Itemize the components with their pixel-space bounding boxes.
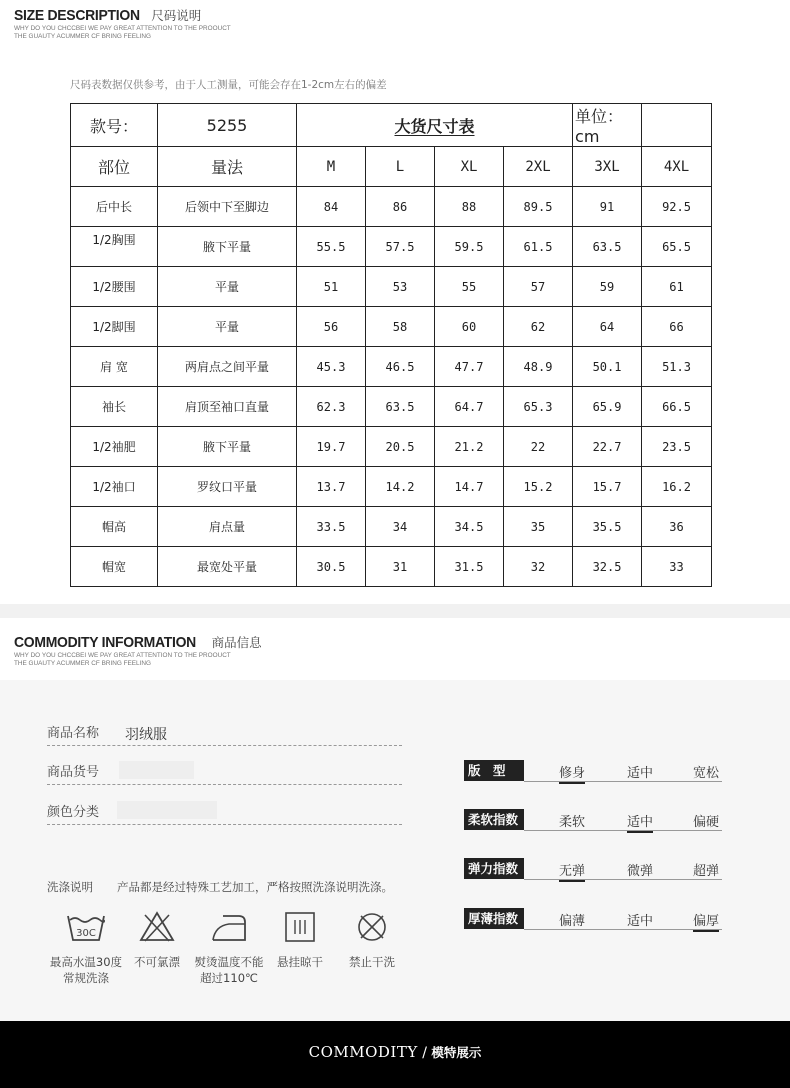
row-value: 22	[504, 427, 573, 467]
attribute-row-color	[47, 795, 402, 825]
size-section-title-en: SIZE DESCRIPTION	[14, 7, 140, 24]
row-value: 32	[504, 547, 573, 587]
scale-row	[464, 809, 722, 831]
row-value: 36	[642, 507, 712, 547]
no-dry-clean-icon	[352, 910, 392, 944]
row-value: 47.7	[435, 347, 504, 387]
unit-label: 单位：cm	[573, 104, 642, 147]
scale-option: 适中	[627, 766, 654, 781]
row-value: 63.5	[366, 387, 435, 427]
row-method: 最宽处平量	[158, 547, 297, 587]
wash-label: 常规洗涤	[63, 971, 109, 985]
redacted-value	[119, 761, 194, 779]
footer-title-cn: 模特展示	[431, 1045, 482, 1060]
row-value: 58	[366, 307, 435, 347]
row-value: 55	[435, 267, 504, 307]
commodity-section-title-en: COMMODITY INFORMATION	[14, 634, 196, 651]
size-section-title-cn: 尺码说明	[151, 8, 202, 23]
table-row	[71, 227, 712, 267]
hang-dry-icon	[280, 910, 320, 944]
row-value: 20.5	[366, 427, 435, 467]
row-value: 50.1	[573, 347, 642, 387]
row-part: 后中长	[71, 187, 158, 227]
scale-label: 版 型	[464, 760, 524, 781]
scale-row	[464, 760, 722, 782]
wash-description: 产品都是经过特殊工艺加工，严格按照洗涤说明洗涤。	[117, 880, 393, 894]
section-divider	[0, 604, 790, 618]
iron-icon	[209, 910, 249, 944]
row-value: 64.7	[435, 387, 504, 427]
size-table	[70, 103, 712, 587]
wash-label: 禁止干洗	[349, 955, 395, 969]
row-value: 65.9	[573, 387, 642, 427]
row-value: 57.5	[366, 227, 435, 267]
row-value: 14.7	[435, 467, 504, 507]
size-section-header	[14, 5, 234, 41]
row-part: 1/2袖肥	[71, 427, 158, 467]
unit-value	[642, 104, 712, 147]
row-method: 肩点量	[158, 507, 297, 547]
row-value: 65.3	[504, 387, 573, 427]
attribute-value: 羽绒服	[125, 727, 167, 743]
table-header-row	[71, 147, 712, 187]
row-value: 14.2	[366, 467, 435, 507]
row-part: 1/2袖口	[71, 467, 158, 507]
table-row	[71, 307, 712, 347]
wash-label: 悬挂晾干	[277, 955, 323, 969]
row-value: 89.5	[504, 187, 573, 227]
row-value: 32.5	[573, 547, 642, 587]
scale-option: 柔软	[559, 815, 586, 830]
style-label: 款号：	[71, 104, 158, 147]
row-value: 31	[366, 547, 435, 587]
row-value: 55.5	[297, 227, 366, 267]
row-value: 21.2	[435, 427, 504, 467]
row-value: 31.5	[435, 547, 504, 587]
row-value: 34	[366, 507, 435, 547]
row-value: 51.3	[642, 347, 712, 387]
footer-title-en: COMMODITY	[308, 1043, 418, 1061]
row-value: 45.3	[297, 347, 366, 387]
size-note: 尺码表数据仅供参考，由于人工测量，可能会存在1-2cm左右的偏差	[70, 79, 387, 91]
scale-row	[464, 858, 722, 880]
row-value: 51	[297, 267, 366, 307]
table-row	[71, 187, 712, 227]
row-value: 64	[573, 307, 642, 347]
row-value: 86	[366, 187, 435, 227]
row-value: 13.7	[297, 467, 366, 507]
scale-option: 宽松	[693, 766, 720, 781]
table-row	[71, 427, 712, 467]
row-value: 59.5	[435, 227, 504, 267]
row-value: 65.5	[642, 227, 712, 267]
row-value: 34.5	[435, 507, 504, 547]
header-size: 3XL	[573, 147, 642, 187]
footer-title	[0, 1043, 790, 1061]
commodity-section-title-cn: 商品信息	[211, 635, 262, 650]
table-row	[71, 387, 712, 427]
table-row	[71, 347, 712, 387]
row-method: 罗纹口平量	[158, 467, 297, 507]
attribute-key: 商品名称	[47, 726, 100, 741]
wash-label: 超过110℃	[200, 971, 258, 985]
row-value: 88	[435, 187, 504, 227]
scale-option: 适中	[627, 914, 654, 929]
scale-option-selected: 适中	[627, 811, 653, 833]
scale-label: 弹力指数	[464, 858, 524, 879]
table-row	[71, 507, 712, 547]
row-part: 1/2腰围	[71, 267, 158, 307]
row-method: 腋下平量	[158, 227, 297, 267]
row-value: 33.5	[297, 507, 366, 547]
header-size: M	[297, 147, 366, 187]
row-value: 53	[366, 267, 435, 307]
row-method: 腋下平量	[158, 427, 297, 467]
row-method: 肩顶至袖口直量	[158, 387, 297, 427]
row-value: 35	[504, 507, 573, 547]
scale-option-selected: 偏厚	[693, 910, 719, 932]
row-value: 56	[297, 307, 366, 347]
scale-option: 偏薄	[559, 914, 586, 929]
wash-temp-text: 30C	[76, 928, 96, 939]
scale-option-selected: 无弹	[559, 860, 585, 882]
row-value: 62	[504, 307, 573, 347]
row-value: 61.5	[504, 227, 573, 267]
row-method: 平量	[158, 267, 297, 307]
row-value: 66.5	[642, 387, 712, 427]
header-size: XL	[435, 147, 504, 187]
wash-label: 不可氯漂	[134, 955, 180, 969]
header-size: 2XL	[504, 147, 573, 187]
scale-row	[464, 908, 722, 930]
table-title: 大货尺寸表	[297, 104, 573, 147]
header-size: 4XL	[642, 147, 712, 187]
footer-separator: /	[417, 1045, 432, 1061]
row-value: 35.5	[573, 507, 642, 547]
commodity-section-subtitle: WHY DO YOU CHCCBEI WE PAY GREAT ATTENTION TO THE PROOUCT THE GUAUTY ACUMMER CF BRING FEELING	[14, 652, 231, 667]
table-row	[71, 547, 712, 587]
row-value: 19.7	[297, 427, 366, 467]
row-value: 61	[642, 267, 712, 307]
row-part: 1/2脚围	[71, 307, 158, 347]
row-part: 袖长	[71, 387, 158, 427]
size-table-body	[71, 187, 712, 587]
header-method: 量法	[158, 147, 297, 187]
row-value: 57	[504, 267, 573, 307]
row-value: 23.5	[642, 427, 712, 467]
row-method: 平量	[158, 307, 297, 347]
row-value: 15.2	[504, 467, 573, 507]
wash-item	[329, 910, 415, 970]
row-value: 62.3	[297, 387, 366, 427]
redacted-value	[117, 801, 217, 819]
row-part: 帽高	[71, 507, 158, 547]
row-value: 15.7	[573, 467, 642, 507]
row-part: 1/2胸围	[71, 227, 158, 267]
row-value: 66	[642, 307, 712, 347]
style-value: 5255	[158, 104, 297, 147]
row-value: 63.5	[573, 227, 642, 267]
scale-option-selected: 修身	[559, 762, 585, 784]
row-value: 92.5	[642, 187, 712, 227]
row-part: 帽宽	[71, 547, 158, 587]
size-section-subtitle: WHY DO YOU CHCCBEI WE PAY GREAT ATTENTION TO THE PROOUCT THE GUAUTY ACUMMER CF BRING FEELING	[14, 25, 231, 40]
wash-label: 熨烫温度不能	[194, 955, 264, 969]
row-value: 46.5	[366, 347, 435, 387]
row-value: 30.5	[297, 547, 366, 587]
row-method: 后领中下至脚边	[158, 187, 297, 227]
attribute-key: 颜色分类	[47, 805, 100, 820]
row-value: 33	[642, 547, 712, 587]
header-size: L	[366, 147, 435, 187]
row-value: 84	[297, 187, 366, 227]
attribute-row-name	[47, 716, 402, 746]
wash-title: 洗涤说明	[47, 880, 93, 894]
wash-label: 最高水温30度	[49, 955, 123, 969]
wash-30c-icon	[66, 910, 106, 944]
row-value: 59	[573, 267, 642, 307]
row-value: 60	[435, 307, 504, 347]
row-method: 两肩点之间平量	[158, 347, 297, 387]
scale-option: 超弹	[693, 864, 720, 879]
row-value: 16.2	[642, 467, 712, 507]
attribute-row-sku	[47, 755, 402, 785]
scale-label: 厚薄指数	[464, 908, 524, 929]
scale-option: 微弹	[627, 864, 654, 879]
header-part: 部位	[71, 147, 158, 187]
table-row	[71, 467, 712, 507]
no-bleach-icon	[137, 910, 177, 944]
row-part: 肩 宽	[71, 347, 158, 387]
scale-label: 柔软指数	[464, 809, 524, 830]
commodity-section-header	[14, 632, 262, 668]
scale-option: 偏硬	[693, 815, 720, 830]
row-value: 91	[573, 187, 642, 227]
table-row	[71, 267, 712, 307]
footer-banner	[0, 1021, 790, 1088]
attribute-key: 商品货号	[47, 765, 100, 780]
table-info-row	[71, 104, 712, 147]
row-value: 22.7	[573, 427, 642, 467]
row-value: 48.9	[504, 347, 573, 387]
